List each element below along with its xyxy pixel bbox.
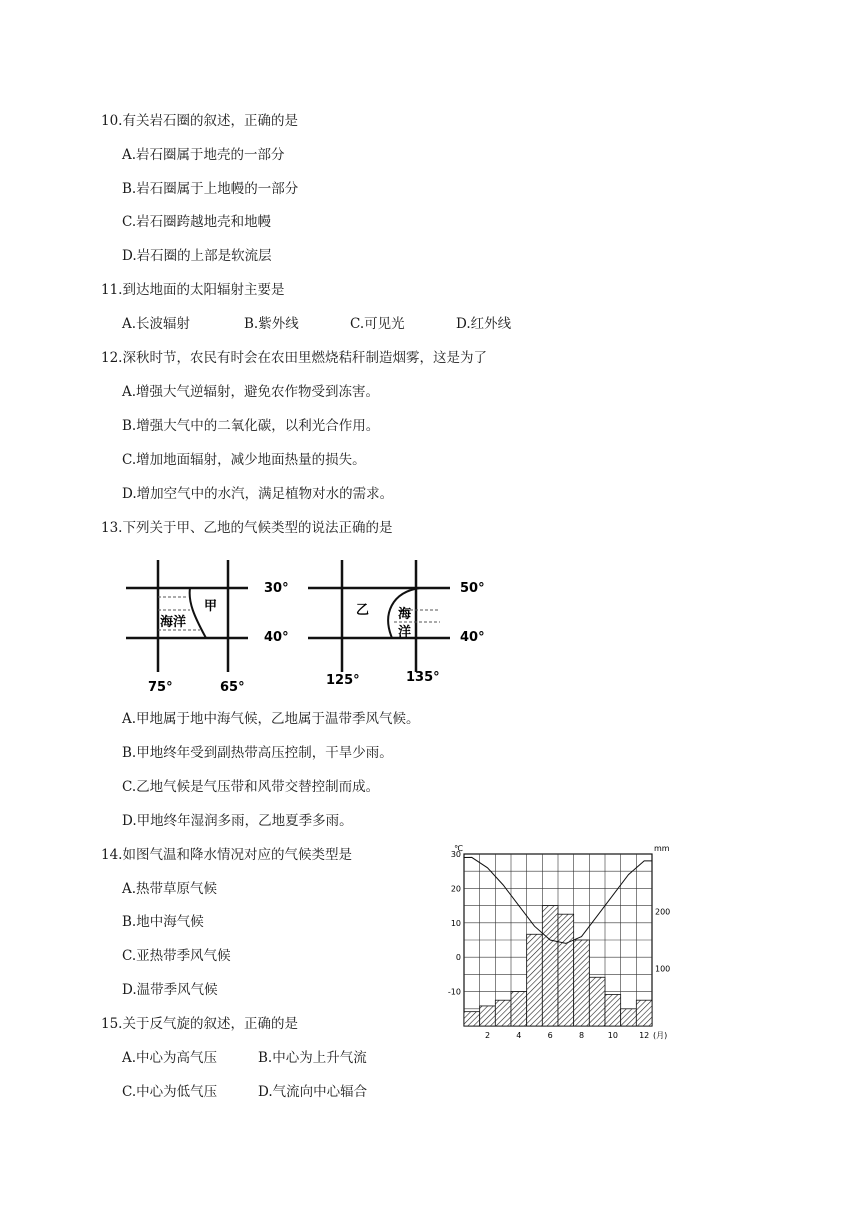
temp-unit-label: ℃ [454,844,463,853]
map-right-lat-top: 50° [460,581,485,596]
precip-tick-label: 100 [655,964,671,974]
precipitation-bar [558,914,574,1026]
map-left-lat-top: 30° [264,581,289,596]
map-left-lon-left: 75° [148,680,173,695]
question-11-option-d: D.红外线 [456,316,512,332]
question-15-option-b: B.中心为上升气流 [258,1050,367,1066]
month-unit-label: (月) [653,1031,668,1040]
question-10-option-b: B.岩石圈属于上地幔的一部分 [122,181,299,197]
month-tick-label: 2 [484,1031,491,1040]
month-tick-label: 8 [578,1031,585,1040]
question-12-option-a: A.增强大气逆辐射，避免农作物受到冻害。 [122,384,380,400]
precipitation-bar [621,1009,637,1026]
climate-chart [444,840,680,1044]
precipitation-bar [574,940,590,1026]
question-14-option-b: B.地中海气候 [122,914,204,930]
month-tick-label: 10 [607,1031,618,1040]
map-left-lon-right: 65° [220,680,245,695]
map-right-lon-right: 135° [406,670,440,685]
precipitation-bars [464,906,652,1026]
precipitation-bar [527,934,543,1026]
month-tick-label: 6 [547,1031,553,1040]
temp-tick-label: 30 [450,850,461,859]
precipitation-bar [589,977,605,1026]
question-13-option-c: C.乙地气候是气压带和风带交替控制而成。 [122,779,380,795]
map-left-place-label: 甲 [204,599,218,614]
precipitation-bar [464,1012,480,1026]
question-13-option-a: A.甲地属于地中海气候，乙地属于温带季风气候。 [122,711,420,727]
question-13-option-d: D.甲地终年湿润多雨，乙地夏季多雨。 [122,813,353,829]
question-11-stem: 11.到达地面的太阳辐射主要是 [101,282,285,298]
temp-tick-label: 0 [455,953,461,963]
question-10-option-c: C.岩石圈跨越地壳和地幔 [122,214,272,230]
map-left-lat-bottom: 40° [264,630,289,645]
question-15-stem: 15.关于反气旋的叙述，正确的是 [101,1016,298,1032]
question-13-stem: 13.下列关于甲、乙地的气候类型的说法正确的是 [101,520,393,536]
precipitation-bar [511,992,527,1026]
precipitation-bar [542,906,558,1026]
map-left [126,560,289,695]
map-right-sea-label-1: 海 [398,607,412,622]
temp-tick-label: -10 [447,987,461,997]
question-15-option-a: A.中心为高气压 [122,1050,218,1066]
precipitation-bar [605,994,621,1026]
precip-unit-label: mm [654,844,670,853]
map-right [308,560,485,688]
precip-tick-label: 200 [655,907,671,917]
question-14-option-a: A.热带草原气候 [122,881,218,897]
question-10-stem: 10.有关岩石圈的叙述，正确的是 [101,113,298,129]
question-11-option-b: B.紫外线 [244,316,299,332]
question-11-option-c: C.可见光 [350,316,405,332]
question-10-option-d: D.岩石圈的上部是软流层 [122,248,272,264]
question-12-option-b: B.增强大气中的二氧化碳，以利光合作用。 [122,418,380,434]
question-13-map-figure [120,552,500,697]
temp-tick-label: 20 [450,884,461,894]
question-12-option-c: C.增加地面辐射，减少地面热量的损失。 [122,452,366,468]
month-tick-label: 4 [516,1031,522,1040]
precipitation-bar [636,1000,652,1026]
precipitation-bar [495,1000,511,1026]
question-14-option-d: D.温带季风气候 [122,982,218,998]
map-left-sea-label: 海洋 [160,615,187,630]
map-right-lat-bottom: 40° [460,630,485,645]
map-right-sea-label-2: 洋 [398,625,412,640]
question-12-stem: 12.深秋时节，农民有时会在农田里燃烧秸秆制造烟雾，这是为了 [101,350,487,366]
map-right-lon-left: 125° [326,673,360,688]
question-15-option-c: C.中心为低气压 [122,1084,218,1100]
question-11-option-a: A.长波辐射 [122,316,191,332]
question-14-stem: 14.如图气温和降水情况对应的气候类型是 [101,847,352,863]
precipitation-bar [480,1006,496,1026]
question-14-option-c: C.亚热带季风气候 [122,948,231,964]
temp-tick-label: 10 [450,918,461,928]
question-15-option-d: D.气流向中心辐合 [258,1084,368,1100]
question-10-option-a: A.岩石圈属于地壳的一部分 [122,147,285,163]
question-12-option-d: D.增加空气中的水汽，满足植物对水的需求。 [122,486,394,502]
map-right-place-label: 乙 [356,603,370,618]
month-tick-label: 12 [639,1031,650,1040]
question-13-option-b: B.甲地终年受到副热带高压控制，干旱少雨。 [122,745,393,761]
